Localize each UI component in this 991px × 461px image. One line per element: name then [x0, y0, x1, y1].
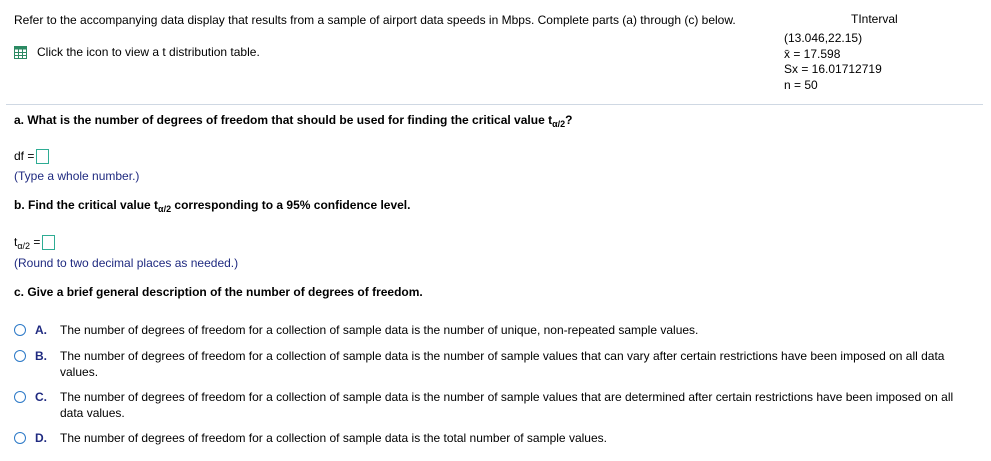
- t-table-link-label[interactable]: Click the icon to view a t distribution table.: [37, 45, 260, 59]
- option-text[interactable]: The number of degrees of freedom for a collection of sample data is the number of sample values that are determined after certain restrictions have been imposed on all data values.: [60, 390, 954, 420]
- radio-button[interactable]: [14, 350, 26, 362]
- critical-value-input[interactable]: [42, 235, 55, 250]
- n-value: n = 50: [784, 77, 818, 92]
- part-c-question: c. Give a brief general description of the number of degrees of freedom.: [14, 285, 423, 299]
- part-a-question: a. What is the number of degrees of freedom that should be used for finding the critical value $t_{\alpha/2}$?: [14, 113, 573, 129]
- radio-button[interactable]: [14, 391, 26, 403]
- df-label: df =: [14, 149, 35, 163]
- xbar-value: x̄ = 17.598: [784, 46, 841, 61]
- radio-button[interactable]: [14, 432, 26, 444]
- option-b[interactable]: [14, 348, 960, 380]
- option-text[interactable]: The number of degrees of freedom for a collection of sample data is the number of unique, non-repeated sample values.: [60, 323, 699, 337]
- data-display: [784, 31, 882, 93]
- df-row: [14, 148, 49, 164]
- critical-value-label: $t_{\alpha/2}$ =: [14, 235, 41, 251]
- part-b-hint: (Round to two decimal places as needed.): [14, 256, 239, 270]
- option-d[interactable]: [14, 430, 960, 446]
- sx-value: Sx = 16.01712719: [784, 62, 882, 76]
- part-a-hint: (Type a whole number.): [14, 169, 140, 183]
- radio-button[interactable]: [14, 324, 26, 336]
- option-letter: C.: [35, 390, 47, 404]
- part-b-question: b. Find the critical value $t_{\alpha/2}$ corresponding to a 95% confidence level.: [14, 198, 411, 214]
- option-letter: D.: [35, 431, 47, 445]
- option-text[interactable]: The number of degrees of freedom for a collection of sample data is the number of sample values that can vary after certain restrictions have been imposed on all data values.: [60, 349, 945, 379]
- option-letter: B.: [35, 349, 47, 363]
- critical-value-row: [14, 234, 55, 254]
- option-text[interactable]: The number of degrees of freedom for a collection of sample data is the total number of sample values.: [60, 431, 607, 445]
- option-letter: A.: [35, 323, 47, 337]
- interval-value: (13.046,22.15): [784, 31, 863, 45]
- table-grid-icon[interactable]: [14, 46, 27, 59]
- option-c[interactable]: [14, 389, 960, 421]
- df-input[interactable]: [36, 149, 49, 164]
- problem-prompt: Refer to the accompanying data display that results from a sample of airport data speeds in Mbps. Complete parts (a) through (c) below.: [14, 13, 736, 27]
- option-a[interactable]: [14, 322, 960, 338]
- display-title: TInterval: [851, 12, 898, 26]
- t-table-link[interactable]: [14, 45, 260, 59]
- divider: [6, 104, 983, 105]
